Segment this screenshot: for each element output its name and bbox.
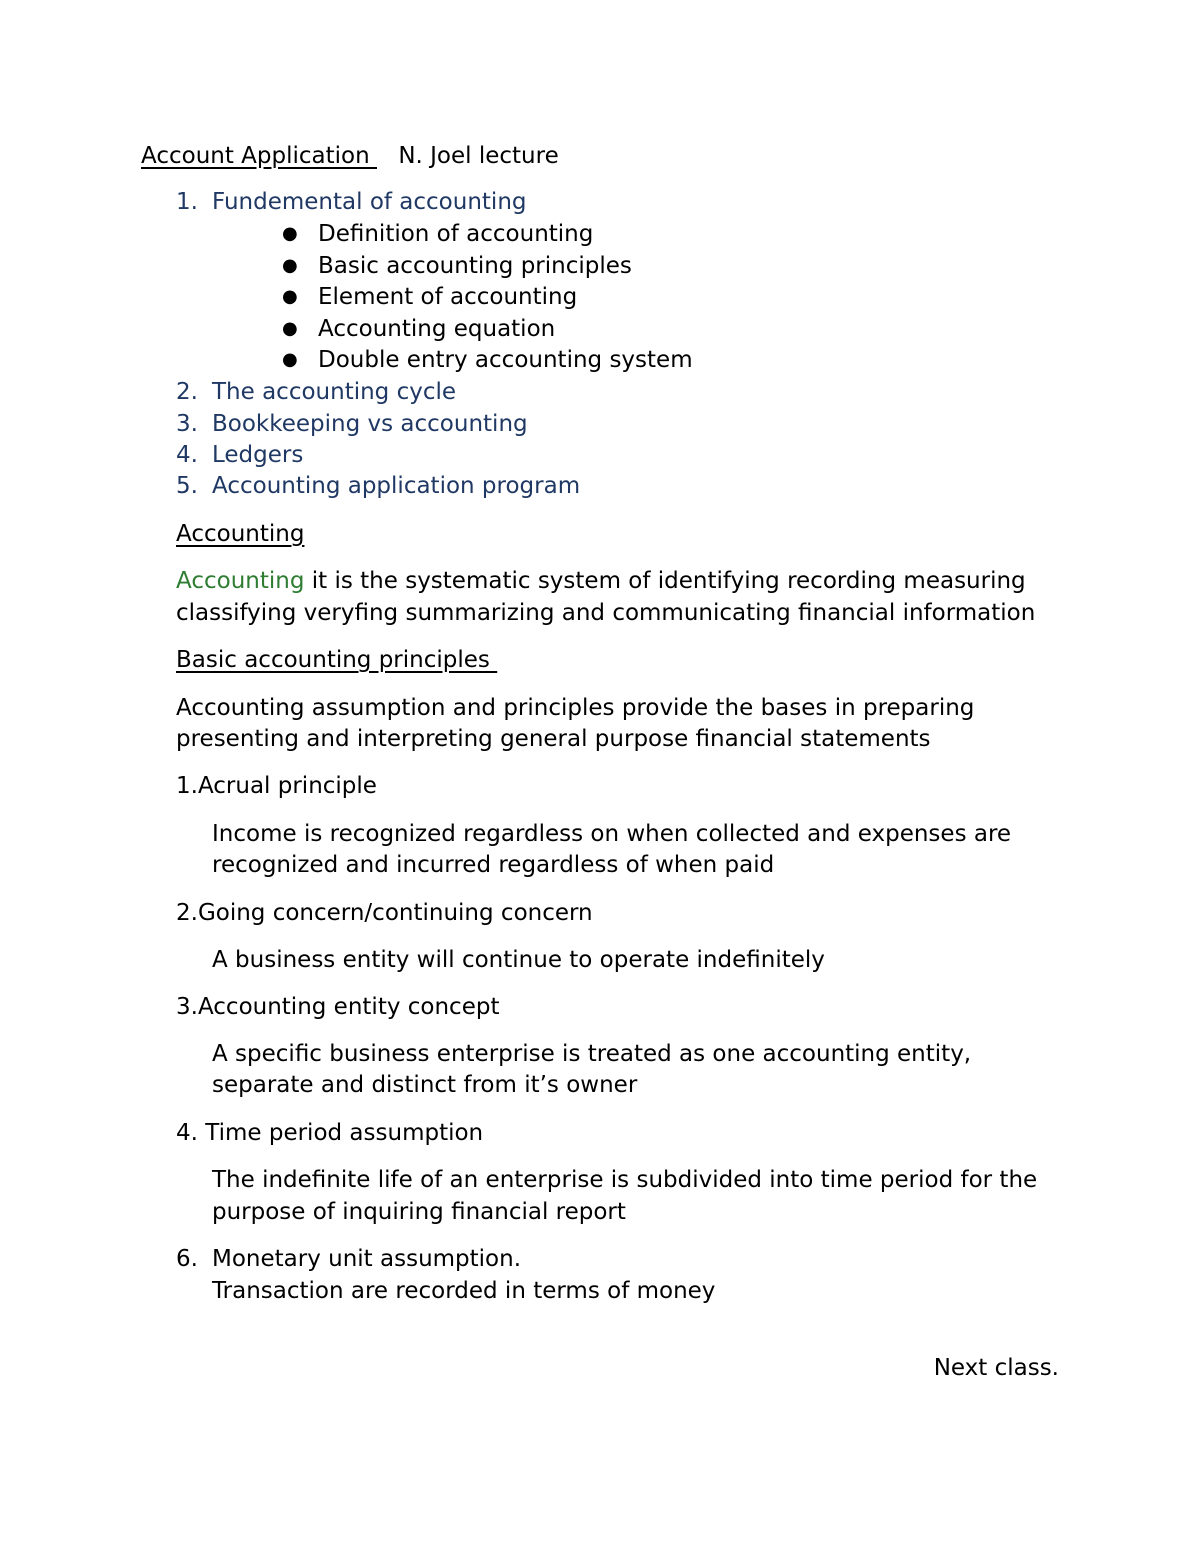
principle-4-text-line-1: The indefinite life of an enterprise is subdivided into time period for the (212, 1167, 1038, 1193)
principle-1-text-line-2: recognized and incurred regardless of when paid (212, 852, 775, 878)
outline-number: 2. (176, 379, 198, 405)
principle-3-title: 3.Accounting entity concept (176, 994, 500, 1020)
outline-label: Fundemental of accounting (212, 189, 527, 215)
principle-4-text-line-2: purpose of inquiring financial report (212, 1199, 626, 1225)
outline-item-3 (176, 410, 528, 438)
subitem: Accounting equation (318, 316, 556, 342)
principles-heading: Basic accounting principles (176, 647, 498, 673)
principle-6-label: Monetary unit assumption. (212, 1246, 522, 1272)
outline-number: 1. (176, 189, 198, 215)
principle-2-title: 2.Going concern/continuing concern (176, 900, 593, 926)
subitem: Double entry accounting system (318, 347, 693, 373)
document-header (141, 142, 559, 170)
outline-number: 4. (176, 442, 198, 468)
outline-item-4 (176, 441, 303, 469)
outline-number: 3. (176, 411, 198, 437)
principle-1-title: 1.Acrual principle (176, 773, 377, 799)
outline-item-2 (176, 378, 456, 406)
principle-1-text-line-1: Income is recognized regardless on when collected and expenses are (212, 821, 1012, 847)
principle-3-text-line-2: separate and distinct from it’s owner (212, 1072, 638, 1098)
principle-4-title: 4. Time period assumption (176, 1120, 484, 1146)
next-class-note: Next class. (933, 1355, 1059, 1381)
principles-intro-line-1: Accounting assumption and principles provide the bases in preparing (176, 695, 975, 721)
outline-label: Ledgers (212, 442, 304, 468)
lecturer-name: N. Joel lecture (398, 143, 559, 169)
outline-label: Accounting application program (212, 473, 581, 499)
accounting-heading: Accounting (176, 521, 305, 547)
outline-label: The accounting cycle (212, 379, 457, 405)
definition-text: it is the systematic system of identifying recording measuring (304, 568, 1026, 594)
subitem: Definition of accounting (318, 221, 594, 247)
accounting-definition-line-1 (176, 567, 1026, 595)
bullet-icon: ● (282, 286, 298, 307)
outline-number: 5. (176, 473, 198, 499)
principle-6-number: 6. (176, 1246, 198, 1272)
accounting-definition-line-2: classifying veryfing summarizing and communicating financial information (176, 600, 1036, 626)
outline-item-1 (176, 188, 527, 216)
outline-label: Bookkeeping vs accounting (212, 411, 528, 437)
outline-item-5 (176, 472, 580, 500)
principle-3-text-line-1: A specific business enterprise is treated as one accounting entity, (212, 1041, 972, 1067)
principle-6-text: Transaction are recorded in terms of money (212, 1278, 716, 1304)
accounting-term: Accounting (176, 568, 305, 594)
bullet-icon: ● (282, 223, 298, 244)
bullet-icon: ● (282, 349, 298, 370)
subitem: Basic accounting principles (318, 253, 632, 279)
principle-2-text: A business entity will continue to operate indefinitely (212, 947, 825, 973)
bullet-icon: ● (282, 255, 298, 276)
subitem: Element of accounting (318, 284, 578, 310)
bullet-icon: ● (282, 318, 298, 339)
document-title: Account Application (141, 143, 377, 169)
principle-6-title (176, 1245, 521, 1273)
principles-intro-line-2: presenting and interpreting general purpose financial statements (176, 726, 931, 752)
